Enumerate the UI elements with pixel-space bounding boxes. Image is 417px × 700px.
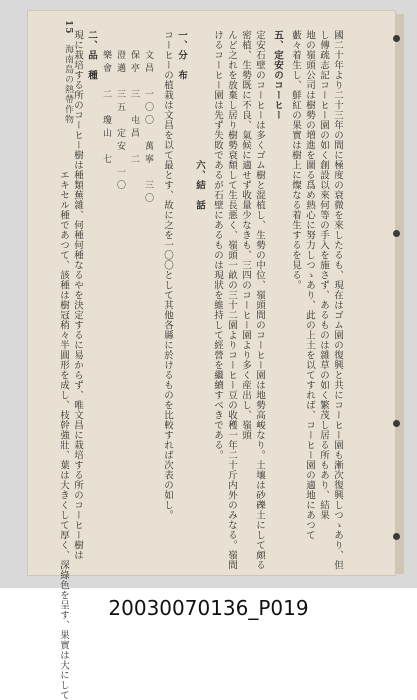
- section-heading: 六、結 話: [194, 160, 205, 210]
- binding-hole: [393, 533, 400, 540]
- running-title: 海南島の熱帶作物: [63, 44, 73, 125]
- binding-hole: [393, 35, 400, 42]
- text-column: エキセル種であつて、該種は樹冠稍々半圓形を成し、枝幹強壯、葉は大きくして厚く、深綠色を呈す、果實は大にして: [58, 170, 69, 700]
- binding-hole: [393, 230, 400, 237]
- section-heading: 五、定安のコーヒー: [272, 30, 283, 120]
- text-column: 國二十年より二十三年の間に極度の衰微を來したるも、現在はゴム園の復興と共にコーヒー園も漸次復興しつゝあり、但: [332, 30, 343, 570]
- text-column: 定安石壁のコーヒーは多くゴム樹と混植し、生勢の中位、嶺頭間のコーヒー園は地勢高峻なり。土壤は砂礫土にして頗る: [254, 30, 265, 570]
- image-caption: 20030070136_P019: [108, 596, 309, 620]
- subsection-heading: 二、品 種: [86, 30, 97, 80]
- text-column: 密植、生勢既に不良、氣候に適せず收量少なきも、三四のコーヒー園より多く産出し、嶺頭: [240, 30, 251, 440]
- table-column: 樂會 二 瓊山 七: [101, 50, 111, 167]
- text-column: し傳疏志記コーヒー園の如く創設以來何等の手入を施さず、あるものは雜草の如く繁茂し居る所もあり、結果: [318, 30, 329, 520]
- table-column: 保亭 三 屯昌 二: [129, 50, 139, 167]
- table-column: 文昌 一〇〇 萬寧 三〇: [143, 50, 153, 206]
- page-edge: [396, 14, 404, 574]
- text-column: 地の嶺頭公司は樹勢の増進を圖る爲め熱心に努力しつゝあり、此の上土を以てすれば、コーヒー園の適地にあつて: [304, 30, 315, 540]
- text-column: 藪々着生し、鮮紅の果實は樹上に燦なる着生するを見る。: [290, 30, 301, 290]
- page-number: 15: [63, 20, 73, 35]
- binding-hole: [393, 420, 400, 427]
- text-column: 現に栽培する所のコーヒー樹は種類蕪雜、何種何種なるやを決定するに易からず、唯文昌に栽培する所のコーヒー樹は: [72, 30, 83, 560]
- text-column: んど之れを放棄し居り樹勢衰頽して生長悪く、嶺頭一畝の三十二園よりコーヒー豆の收穫一年二十斤内外のみなる。嶺間: [226, 30, 237, 570]
- text-column: けるコーヒー園は先ず失敗であるが石壁にあるものは現狀を維持して經營を繼續すべきである。: [212, 30, 223, 460]
- subsection-heading: 一、分 布: [176, 30, 187, 80]
- text-column: コーヒーの植栽は文昌を以て最とす、故に之を一〇〇として其他各縣に於けるものを比較すれば次表の如し。: [162, 30, 173, 520]
- table-column: 澄邁 三五 定安 一〇: [115, 50, 125, 193]
